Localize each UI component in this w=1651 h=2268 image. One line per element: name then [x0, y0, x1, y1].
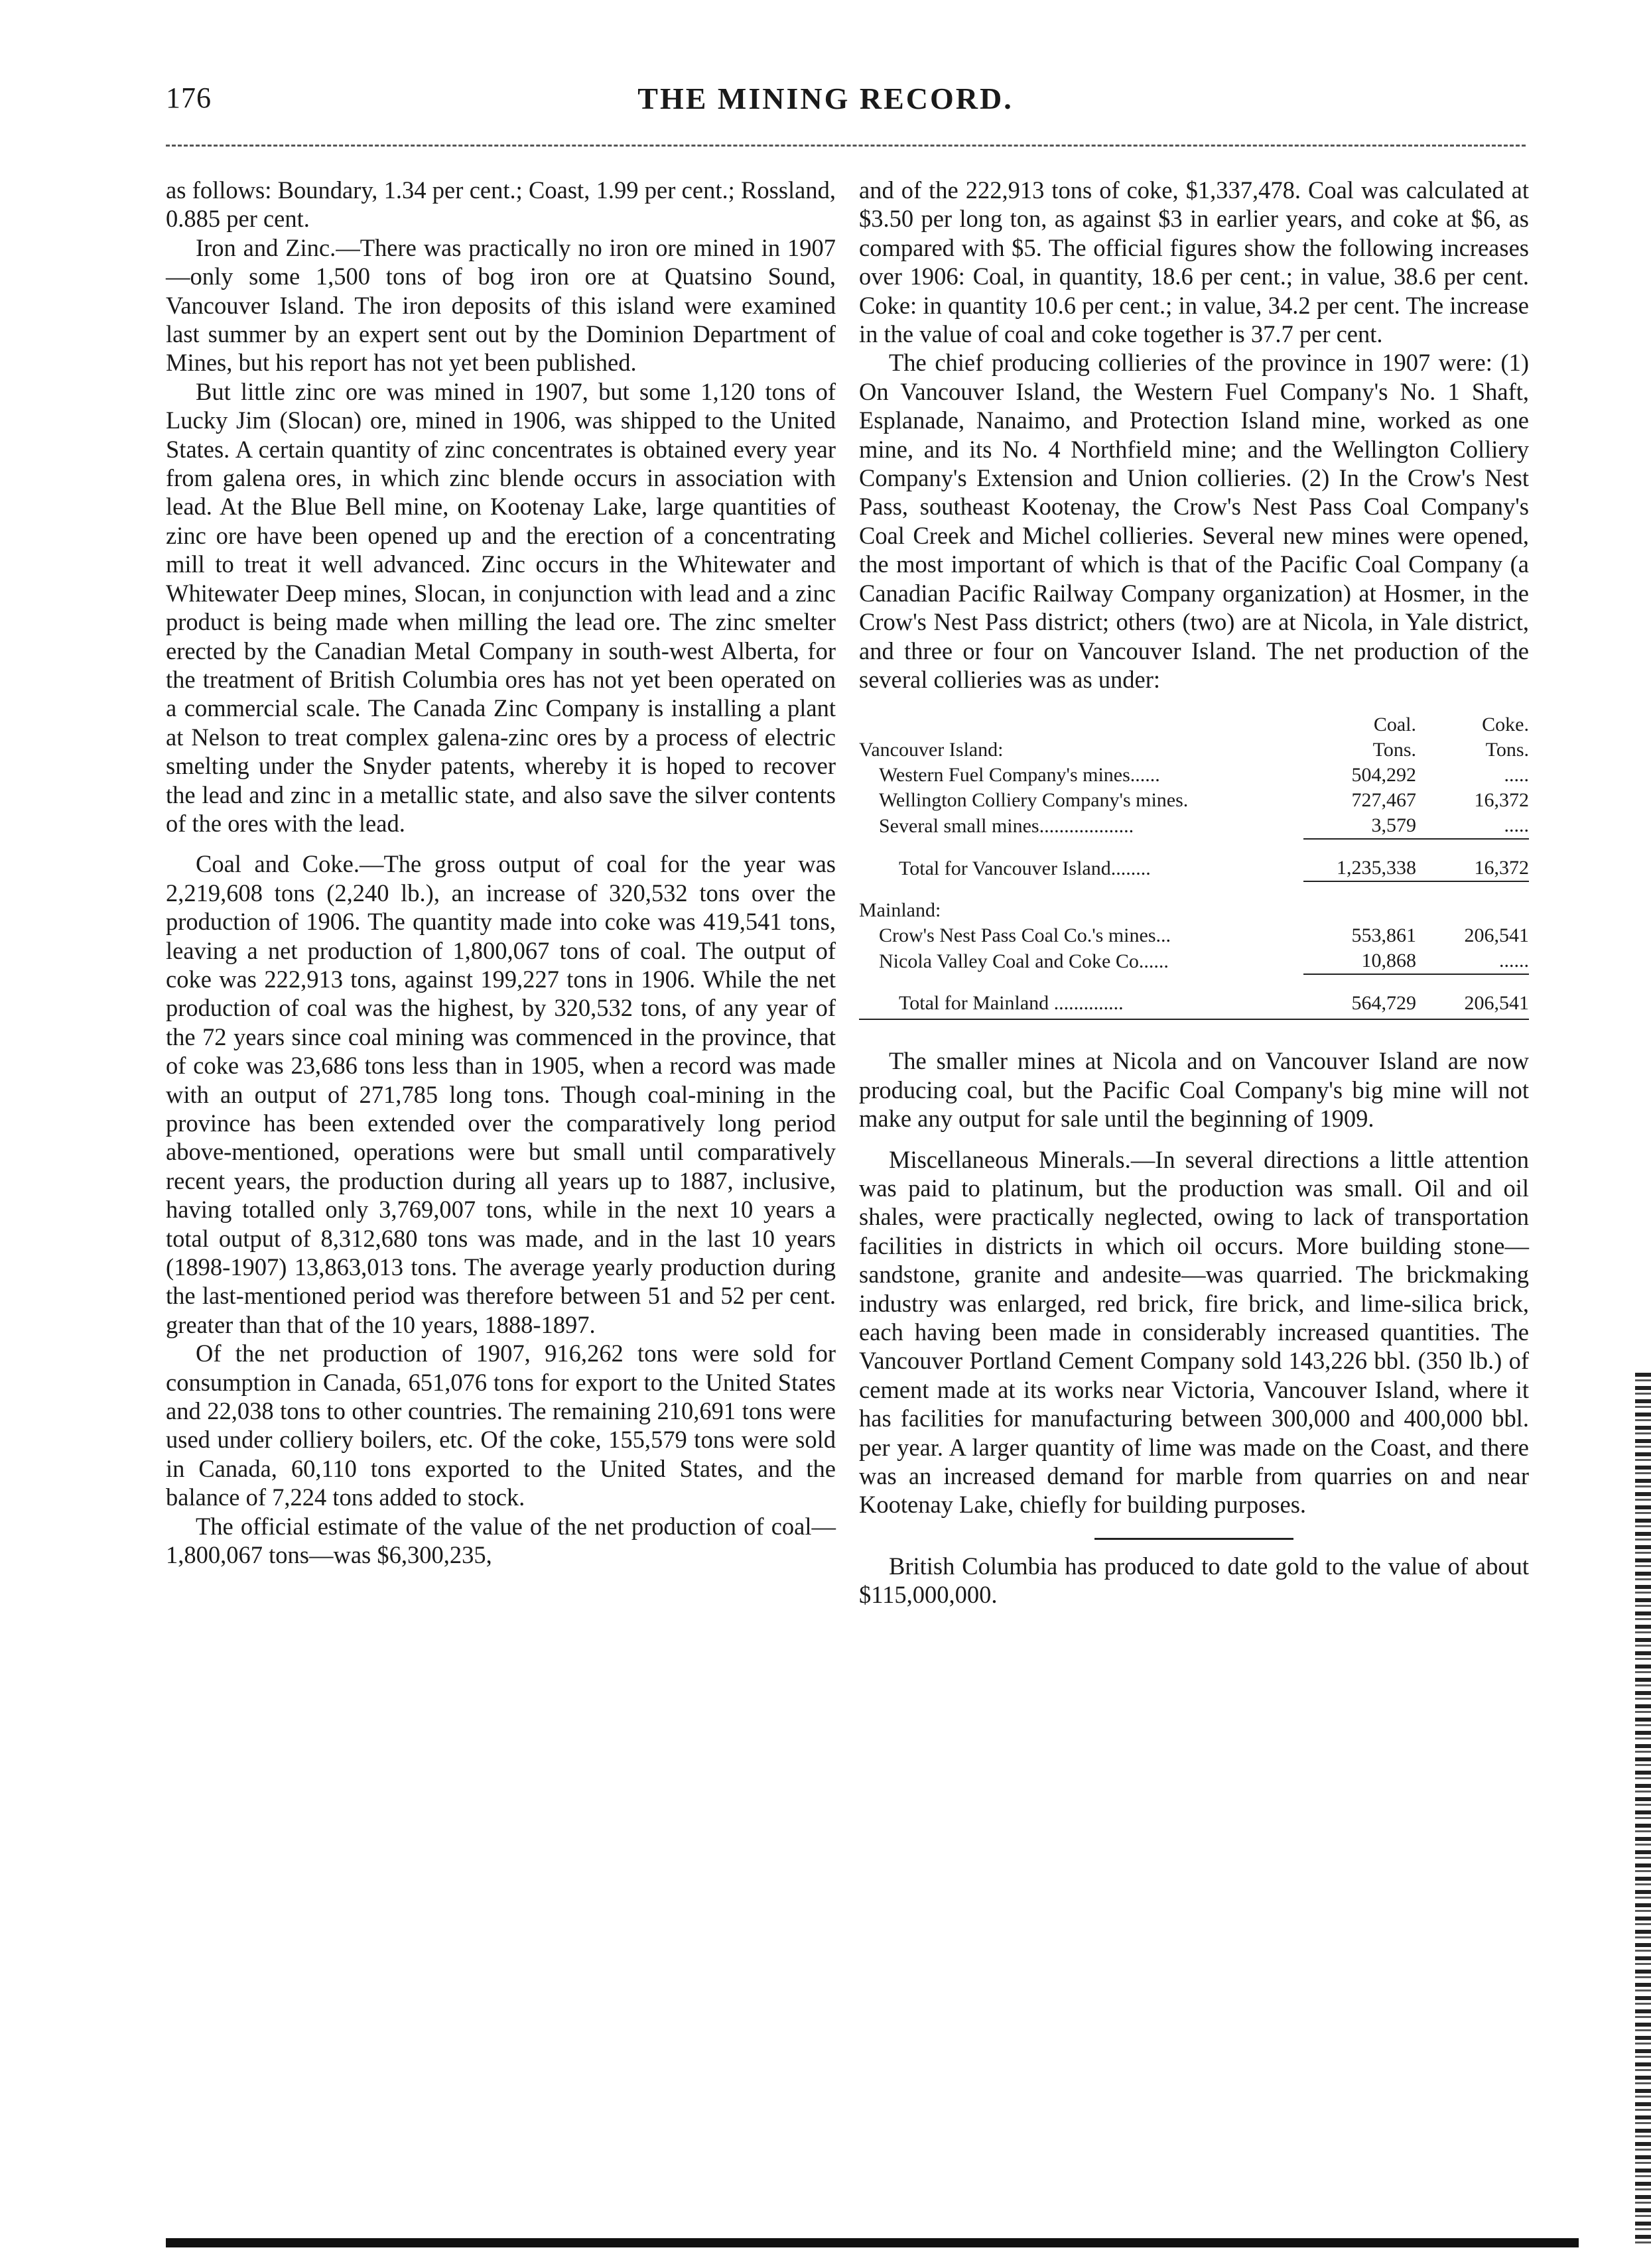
paragraph: The official estimate of the value of the net production of coal—1,800,067 tons—was $6,300,235, — [166, 1512, 836, 1569]
coal-value: 553,861 — [1351, 924, 1416, 947]
coke-value: ..... — [1504, 814, 1529, 837]
paragraph: Of the net production of 1907, 916,262 tons were sold for consumption in Canada, 651,076 tons for export to the United States and 22,038 tons to other countries. The remaining 210,691 tons were used under colliery boilers, etc. Of the coke, 155,579 tons were sold in Canada, 60,110 tons exported to the United States, and the balance of 7,224 tons added to stock. — [166, 1340, 836, 1511]
table-total-row — [859, 991, 1529, 1016]
paragraph: But little zinc ore was mined in 1907, but some 1,120 tons of Lucky Jim (Slocan) ore, mined in 1906, was shipped to the United States. A certain quantity of zinc concentrates is obtained every year from galena ores, in which zinc blende occurs in association with lead. At the Blue Bell mine, on Kootenay Lake, large quantities of zinc ore have been opened up and the erection of a concentrating mill to treat it well advanced. Zinc occurs in the Whitewater and Whitewater Deep mines, Slocan, in conjunction with lead and a zinc product is being made when milling the lead ore. The zinc smelter erected by the Canadian Metal Company in south-west Alberta, for the treatment of British Columbia ores has not yet been operated on a commercial scale. The Canada Zinc Company is installing a plant at Nelson to treat complex galena-zinc ores by a process of electric smelting under the Snyder patents, whereby it is hoped to recover the lead and zinc in a metallic state, and also save the silver contents of the ores with the lead. — [166, 377, 836, 837]
total-label: Total for Vancouver Island........ — [899, 857, 1151, 880]
total-label: Total for Mainland .............. — [899, 992, 1124, 1015]
table-header-row — [859, 712, 1529, 737]
table-rule-row — [859, 839, 1529, 855]
paragraph: The chief producing collieries of the province in 1907 were: (1) On Vancouver Island, the Western Fuel Company's No. 1 Shaft, Esplanade, Nanaimo, and Protection Island mine, worked as one mine, and its No. 4 Northfield mine; and the Wellington Colliery Company's Extension and Union collieries. (2) In the Crow's Nest Pass, southeast Kootenay, the Crow's Nest Pass Coal Company's Coal Creek and Michel collieries. Several new mines were opened, the most important of which is that of the Pacific Coal Company (a Canadian Pacific Railway Company organization) at Hosmer, in the Crow's Nest Pass district; others (two) are at Nicola, in Yale district, and three or four on Vancouver Island. The net production of the several collieries was as under: — [859, 349, 1529, 693]
unit-coal: Tons. — [1372, 739, 1416, 761]
total-coal: 564,729 — [1351, 992, 1416, 1015]
scan-bottom-bar — [166, 2238, 1579, 2247]
total-coke: 16,372 — [1474, 857, 1529, 879]
table-row — [859, 737, 1529, 763]
coke-value: 206,541 — [1464, 924, 1529, 947]
table-rule-row — [859, 881, 1529, 898]
table-row — [859, 898, 1529, 923]
total-coal: 1,235,338 — [1337, 857, 1416, 879]
coke-value: ..... — [1504, 764, 1529, 787]
row-label: Crow's Nest Pass Coal Co.'s mines... — [879, 924, 1171, 947]
paragraph: and of the 222,913 tons of coke, $1,337,478. Coal was calculated at $3.50 per long ton, as against $3 in earlier years, and coke at $6, as compared with $5. The official figures show the following increases over 1906: Coal, in quantity, 18.6 per cent.; in value, 38.6 per cent. Coke: in quantity 10.6 per cent.; in value, 34.2 per cent. The increase in the value of coal and coke together is 37.7 per cent. — [859, 176, 1529, 348]
paragraph: The smaller mines at Nicola and on Vancouver Island are now producing coal, but the Pacific Coal Company's big mine will not make any output for sale until the beginning of 1909. — [859, 1047, 1529, 1133]
coke-value: 16,372 — [1474, 789, 1529, 812]
colliery-production-table — [859, 712, 1529, 1016]
header-rule — [166, 145, 1526, 147]
row-label: Several small mines................... — [879, 815, 1134, 838]
group-label: Mainland: — [859, 899, 941, 922]
paragraph: Coal and Coke.—The gross output of coal for the year was 2,219,608 tons (2,240 lb.), an increase of 320,532 tons over the production of 1906. The quantity made into coke was 419,541 tons, leaving a net production of 1,800,067 tons of coal. The output of coke was 222,913 tons, against 199,227 tons in 1906. While the net production of coal was the highest, by 320,532 tons, of any year of the 72 years since coal mining was commenced in the province, that of coke was 23,686 tons less than in 1905, when a record was made with an output of 271,785 long tons. Though coal-mining in the province has been extended over the comparatively long period above-mentioned, operations were but small until comparatively recent years, the production during all years up to 1887, inclusive, having totalled only 3,769,007 tons, while in the next 10 years a total output of 8,312,680 tons was made, and in the last 10 years (1898-1907) 13,863,013 tons. The average yearly production during the last-mentioned period was therefore between 51 and 52 per cent. greater than that of the 10 years, 1888-1897. — [166, 850, 836, 1338]
table-rule-row — [859, 974, 1529, 991]
table-row — [859, 763, 1529, 788]
running-head-title: THE MINING RECORD. — [637, 82, 1014, 115]
coke-value: ...... — [1499, 950, 1529, 972]
left-column — [166, 176, 836, 1570]
paragraph: Iron and Zinc.—There was practically no iron ore mined in 1907—only some 1,500 tons of bog iron ore at Quatsino Sound, Vancouver Island. The iron deposits of this island were examined last summer by an expert sent out by the Dominion Department of Mines, but his report has not yet been published. — [166, 233, 836, 377]
coal-value: 3,579 — [1371, 814, 1416, 837]
total-coke: 206,541 — [1464, 992, 1529, 1015]
right-column — [859, 176, 1529, 1609]
section-divider — [1094, 1538, 1293, 1540]
table-row — [859, 788, 1529, 813]
paragraph: as follows: Boundary, 1.34 per cent.; Coast, 1.99 per cent.; Rossland, 0.885 per cent. — [166, 176, 836, 233]
table-bottom-rule — [859, 1019, 1529, 1020]
paragraph: Miscellaneous Minerals.—In several directions a little attention was paid to platinum, but the production was small. Oil and oil shales, were practically neglected, owing to lack of transportation facilities in districts in which oil occurs. More building stone—sandstone, granite and andesite—was quarried. The brickmaking industry was enlarged, red brick, fire brick, and lime-silica brick, each having been made in considerably increased quantities. The Vancouver Portland Cement Company sold 143,226 bbl. (350 lb.) of cement made at its works near Victoria, Vancouver Island, where it has facilities for manufacturing between 300,000 and 400,000 bbl. per year. A larger quantity of lime was made on the Coast, and there was an increased demand for marble from quarries on and near Kootenay Lake, chiefly for building purposes. — [859, 1145, 1529, 1519]
table-total-row — [859, 855, 1529, 881]
row-label: Wellington Colliery Company's mines. — [879, 789, 1189, 812]
footer-note: British Columbia has produced to date gold to the value of about $115,000,000. — [859, 1552, 1529, 1609]
unit-coke: Tons. — [1485, 739, 1529, 761]
row-label: Western Fuel Company's mines...... — [879, 764, 1160, 787]
table-row — [859, 948, 1529, 974]
table-row — [859, 813, 1529, 839]
col-header-coke: Coke. — [1482, 714, 1529, 736]
group-label: Vancouver Island: — [859, 739, 1004, 761]
coal-value: 10,868 — [1361, 950, 1416, 972]
col-header-coal: Coal. — [1373, 714, 1416, 736]
scan-edge-artifact — [1635, 1373, 1651, 2248]
coal-value: 504,292 — [1351, 764, 1416, 787]
table-row — [859, 923, 1529, 948]
coal-value: 727,467 — [1351, 789, 1416, 812]
page-number: 176 — [166, 82, 212, 114]
row-label: Nicola Valley Coal and Coke Co...... — [879, 950, 1169, 973]
